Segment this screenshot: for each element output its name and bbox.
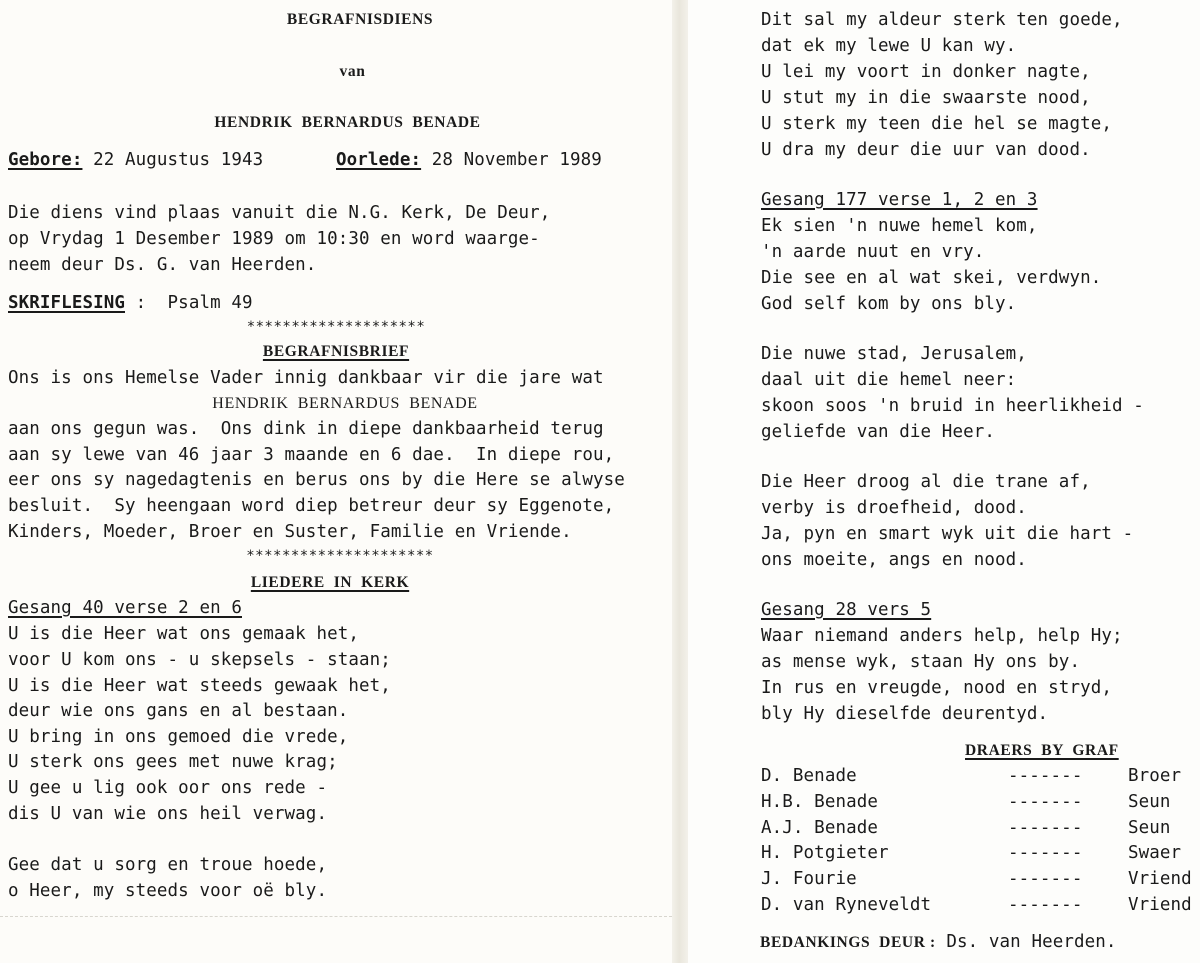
letter-line: Kinders, Moeder, Broer en Suster, Familie en Vriende. [8,522,572,542]
hymn-line: bly Hy dieselfde deurentyd. [761,704,1049,724]
bearer-relation: Broer [1128,766,1182,786]
separator: ******************** [246,319,426,335]
van-label: van [339,63,366,80]
hymn-line: U gee u lig ook oor ons rede - [8,778,328,798]
hymn-line: God self kom by ons bly. [761,294,1017,314]
service-line: Die diens vind plaas vanuit die N.G. Kerk, De Deur, [8,203,551,223]
letter-line: besluit. Sy heengaan word diep betreur deur sy Eggenote, [8,496,615,516]
hymn-line: voor U kom ons - u skepsels - staan; [8,650,391,670]
hymn-line: Die Heer droog al die trane af, [761,472,1091,492]
service-line: op Vrydag 1 Desember 1989 om 10:30 en word waarge- [8,229,540,249]
hymn-line: skoon soos 'n bruid in heerlikheid - [761,396,1144,416]
hymn-title: Gesang 177 verse 1, 2 en 3 [761,190,1038,210]
hymn-line: U dra my deur die uur van dood. [761,140,1091,160]
born-value: 22 Augustus 1943 [82,150,264,170]
letter-heading: BEGRAFNISBRIEF [262,343,410,360]
letter-name: HENDRIK BERNARDUS BENADE [212,395,478,412]
songs-heading: LIEDERE IN KERK [250,574,410,591]
bearer-dash: ------- [1008,869,1083,889]
bearer-name: H. Potgieter [761,843,889,863]
hymn-title: Gesang 40 verse 2 en 6 [8,598,242,618]
hymn-line: U lei my voort in donker nagte, [761,62,1091,82]
hymn-line: In rus en vreugde, nood en stryd, [761,678,1112,698]
service-line: neem deur Ds. G. van Heerden. [8,255,317,275]
letter-line: aan sy lewe van 46 jaar 3 maande en 6 dae. In diepe rou, [8,445,615,465]
hymn-line: Die see en al wat skei, verdwyn. [761,268,1102,288]
hymn-line: Waar niemand anders help, help Hy; [761,626,1123,646]
hymn-line: deur wie ons gans en al bestaan. [8,701,349,721]
hymn-line: U is die Heer wat ons gemaak het, [8,624,359,644]
hymn-line: dis U van wie ons heil verwag. [8,804,328,824]
reading-line [8,293,253,313]
page-edge [0,916,672,917]
bearer-dash: ------- [1008,766,1083,786]
died-label: Oorlede: [336,150,422,170]
bearer-dash: ------- [1008,843,1083,863]
reading-value: : Psalm 49 [125,293,253,313]
thanks-label: BEDANKINGS DEUR : [760,934,936,951]
letter-line: aan ons gegun was. Ons dink in diepe dankbaarheid terug [8,419,604,439]
bearer-dash: ------- [1008,895,1083,915]
born-line [8,150,263,170]
deceased-name: HENDRIK BERNARDUS BENADE [214,114,481,131]
thanks-value: Ds. van Heerden. [935,932,1117,952]
right-page [688,0,1200,963]
hymn-line: ons moeite, angs en nood. [761,550,1027,570]
thanks-line [760,932,1117,953]
bearers-heading: DRAERS BY GRAF [965,742,1119,759]
hymn-line: daal uit die hemel neer: [761,370,1017,390]
bearer-dash: ------- [1008,818,1083,838]
hymn-title: Gesang 28 vers 5 [761,600,932,620]
bearer-relation: Swaer [1128,843,1182,863]
service-title: BEGRAFNISDIENS [286,11,434,28]
hymn-line: U stut my in die swaarste nood, [761,88,1091,108]
died-value: 28 November 1989 [421,150,602,170]
hymn-line: U sterk my teen die hel se magte, [761,114,1112,134]
letter-line: Ons is ons Hemelse Vader innig dankbaar vir die jare wat [8,368,604,388]
bearer-relation: Seun [1128,818,1171,838]
letter-line: eer ons sy nagedagtenis en berus ons by die Here se alwyse [8,470,625,490]
hymn-line: U is die Heer wat steeds gewaak het, [8,676,391,696]
born-label: Gebore: [8,150,83,170]
hymn-line: U bring in ons gemoed die vrede, [8,727,349,747]
hymn-line: Die nuwe stad, Jerusalem, [761,344,1027,364]
died-line [336,150,602,170]
hymn-line: Gee dat u sorg en troue hoede, [8,855,328,875]
bearer-name: A.J. Benade [761,818,878,838]
hymn-line: U sterk ons gees met nuwe krag; [8,752,338,772]
bearer-name: D. Benade [761,766,857,786]
bearer-name: J. Fourie [761,869,857,889]
bearer-dash: ------- [1008,792,1083,812]
hymn-line: o Heer, my steeds voor oë bly. [8,881,328,901]
hymn-line: dat ek my lewe U kan wy. [761,36,1017,56]
hymn-line: Ja, pyn en smart wyk uit die hart - [761,524,1134,544]
bearer-relation: Vriend [1128,869,1192,889]
bearer-relation: Seun [1128,792,1171,812]
hymn-line: Ek sien 'n nuwe hemel kom, [761,216,1038,236]
hymn-line: geliefde van die Heer. [761,422,995,442]
separator: ********************* [246,548,434,564]
bearer-relation: Vriend [1128,895,1192,915]
hymn-line: Dit sal my aldeur sterk ten goede, [761,10,1123,30]
hymn-line: 'n aarde nuut en vry. [761,242,985,262]
hymn-line: verby is droefheid, dood. [761,498,1027,518]
bearer-name: D. van Ryneveldt [761,895,932,915]
page-fold [672,0,688,963]
bearer-name: H.B. Benade [761,792,878,812]
hymn-line: as mense wyk, staan Hy ons by. [761,652,1081,672]
reading-label: SKRIFLESING [8,293,125,313]
